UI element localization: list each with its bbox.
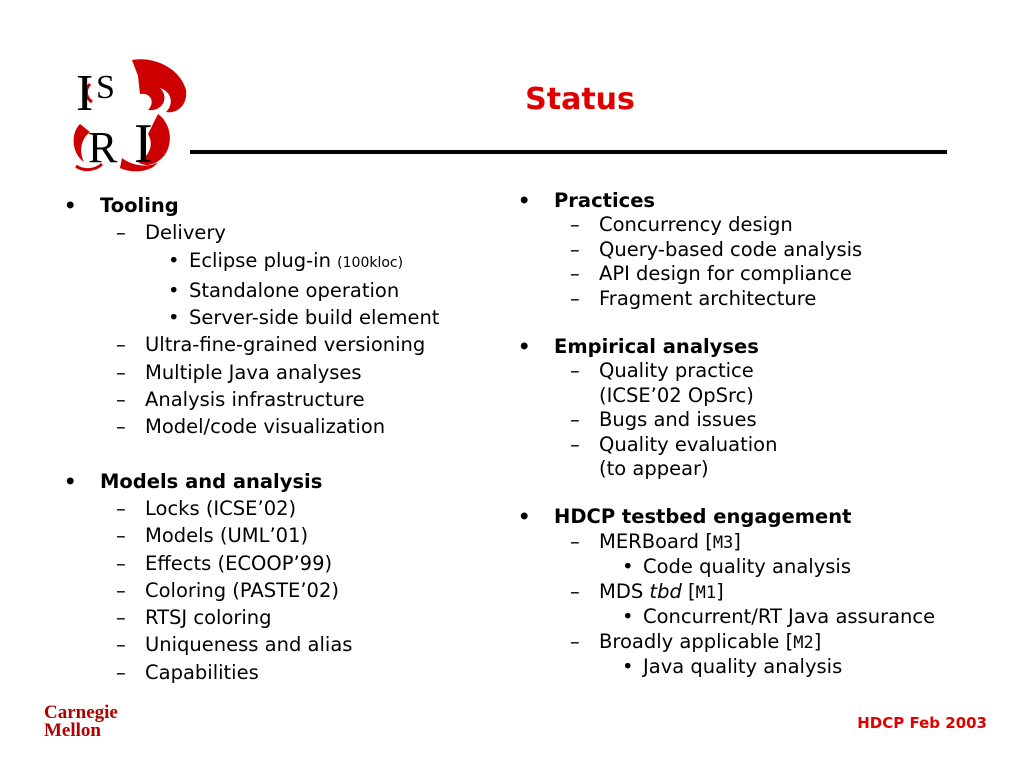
- sub-list-item: [599, 655, 1012, 679]
- item-text: Multiple Java analyses: [145, 360, 362, 384]
- item-text: Query-based code analysis: [599, 237, 863, 261]
- item-text: Model/code visualization: [145, 415, 386, 439]
- item-text: Eclipse plug-in: [189, 248, 331, 272]
- list-item: [554, 213, 1012, 237]
- item-text: MDS: [599, 579, 650, 603]
- list-item: [100, 413, 498, 440]
- sub-list-item: [145, 277, 498, 304]
- isri-griffin-icon: [62, 54, 190, 176]
- list-item: [100, 631, 498, 658]
- list-item: [554, 408, 1012, 432]
- item-text: Locks (ICSE’02): [145, 496, 297, 520]
- branding-line: Mellon: [44, 720, 101, 741]
- list-item: [100, 659, 498, 686]
- carnegie-mellon-wordmark: [44, 704, 118, 740]
- item-text: Standalone operation: [189, 278, 400, 302]
- list-item: [100, 550, 498, 577]
- list-item: [554, 287, 1012, 311]
- item-text: Bugs and issues: [599, 408, 757, 432]
- title-rule: [190, 150, 947, 154]
- item-text: ]: [733, 529, 741, 553]
- item-emphasis: tbd: [649, 579, 682, 603]
- item-text: Code quality analysis: [643, 555, 851, 579]
- section-heading: • Practices: [554, 189, 1012, 213]
- branding-line: Carnegie: [44, 702, 118, 723]
- slide-title: Status: [525, 82, 635, 117]
- list-item: [100, 386, 498, 413]
- left-column: [58, 192, 498, 686]
- item-text: Fragment architecture: [599, 286, 817, 310]
- item-text-continued: (ICSE’02 OpSrc): [599, 383, 754, 407]
- item-text: Coloring (PASTE’02): [145, 578, 339, 602]
- list-item: [554, 630, 1012, 655]
- section-heading: • Models and analysis: [100, 468, 498, 495]
- milestone-code: M1: [695, 582, 717, 603]
- milestone-code: M2: [793, 632, 814, 653]
- item-text: API design for compliance: [599, 262, 852, 286]
- list-item: [100, 522, 498, 549]
- svg-text:I: I: [76, 65, 94, 122]
- item-text: Concurrency design: [599, 213, 793, 237]
- item-text: RTSJ coloring: [145, 606, 272, 630]
- item-text: Delivery: [145, 221, 226, 245]
- item-text: ]: [813, 629, 822, 653]
- sub-list-item: [599, 555, 1012, 579]
- list-item: [554, 580, 1012, 605]
- list-item: [554, 262, 1012, 286]
- isri-logo: [62, 54, 190, 176]
- list-item: [554, 530, 1012, 555]
- slide-footer: HDCP Feb 2003: [857, 714, 987, 732]
- list-item: [554, 359, 1012, 408]
- section-models-and-analysis: [58, 468, 498, 686]
- item-text: Uniqueness and alias: [145, 633, 353, 657]
- sub-list-item: [599, 605, 1012, 629]
- item-text-continued: (to appear): [599, 457, 709, 481]
- list-item: [100, 359, 498, 386]
- item-text: Models (UML’01): [145, 524, 309, 548]
- section-heading: • Tooling: [100, 192, 498, 219]
- item-text: Capabilities: [145, 660, 259, 684]
- item-text: Effects (ECOOP’99): [145, 551, 333, 575]
- item-text: Java quality analysis: [643, 654, 843, 678]
- section-practices: [512, 189, 1012, 311]
- right-column: [512, 189, 1012, 679]
- list-item: [554, 433, 1012, 482]
- section-heading: • Empirical analyses: [554, 335, 1012, 359]
- section-hdcp-testbed-engagement: [512, 505, 1012, 679]
- section-heading: • HDCP testbed engagement: [554, 505, 1012, 529]
- item-text: Broadly applicable [: [599, 629, 794, 653]
- item-text: Analysis infrastructure: [145, 388, 365, 412]
- list-item: [554, 238, 1012, 262]
- list-item: [100, 604, 498, 631]
- item-text: Concurrent/RT Java assurance: [643, 605, 936, 629]
- svg-text:I: I: [134, 113, 153, 175]
- section-empirical-analyses: [512, 335, 1012, 481]
- list-item: [100, 331, 498, 358]
- item-text: [: [681, 579, 696, 603]
- svg-text:S: S: [96, 69, 115, 106]
- sub-list-item: [145, 304, 498, 331]
- item-text: ]: [716, 579, 724, 603]
- section-tooling: [58, 192, 498, 441]
- item-text: Quality practice: [599, 359, 754, 383]
- item-text: Quality evaluation: [599, 432, 778, 456]
- svg-text:R: R: [88, 123, 118, 172]
- item-note: (100kloc): [337, 254, 404, 271]
- list-item: [100, 577, 498, 604]
- milestone-code: M3: [712, 532, 734, 553]
- sub-list-item: [145, 247, 498, 277]
- list-item: [100, 219, 498, 246]
- item-text: Server-side build element: [189, 306, 440, 330]
- list-item: [100, 495, 498, 522]
- item-text: MERBoard [: [599, 529, 713, 553]
- item-text: Ultra-fine-grained versioning: [145, 333, 426, 357]
